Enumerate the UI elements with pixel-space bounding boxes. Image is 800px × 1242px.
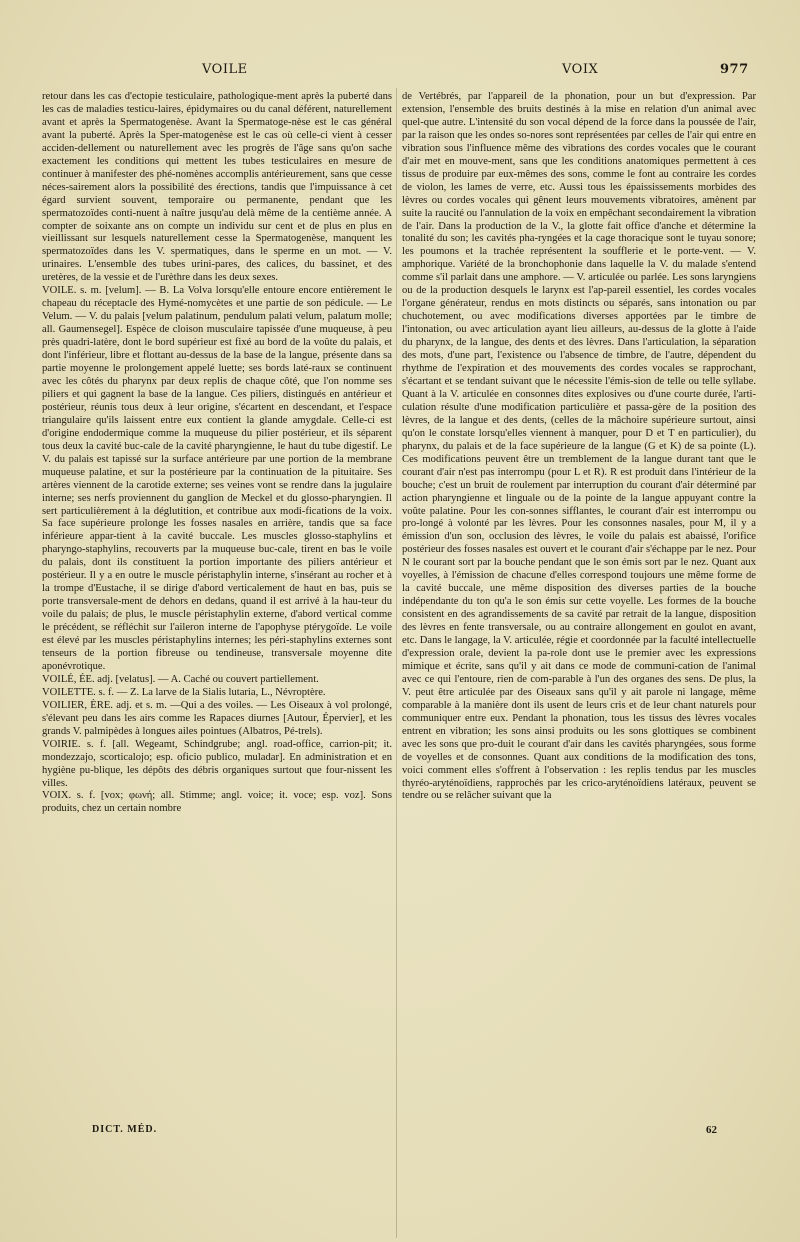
page-number: 977	[720, 62, 749, 77]
right-column	[402, 91, 756, 803]
entry-voix-continued: de Vertébrés, par l'appareil de la phonation, pour un but d'expression. Par extension, l'ensemble des bruits destinés à la mise en relation d'un animal avec quel-que autre. L'intensité du son vocal dépend de la force dans la poussée de l'air, par la raison que les ondes so-nores sont représentées par celles de l'air qui entre en vibration sous l'influence même des vibrations des cordes vocales que le courant d'air met en mouve-ment, sans que les conditions anatomiques permettent à ces tissus de produire par eux-mêmes des sons, comme le font au contraire les cordes de violon, les lames de verre, etc. Aussi tous les épaississements morbides des lèvres ou cordes vocales qui gênent leurs mouvements vibratoires, amènent par suite la raucité ou l'annulation de la voix en empêchant secondairement la vibration de l'air. Dans la production de la V., la glotte fait office d'anche et détermine la tonalité du son; les cavités pha-ryngées et la cage thoracique sont le tuyau sonore; les poumons et la trachée représentent la soufflerie et le porte-vent. — V. amphorique. Variété de la bronchophonie dans laquelle la V. du malade s'entend comme s'il parlait dans une amphore. — V. articulée ou parlée. Les sons laryngiens ou de la production desquels le larynx est l'ap-pareil essentiel, les cordes vocales l'organe générateur, rendus en mots distincts ou séparés, sans intonation ou par chuchotement, ou avec modifications diverses apportées par le timbre de l'intonation, ou avec articulation ayant lieu ailleurs, au-dessus de la glotte à l'aide du pharynx, de la langue, des dents et des lèvres. Dans l'articulation, la séparation des mots, d'une part, l'existence ou l'absence de timbre, de l'autre, dépendent du rhythme de l'expiration et des mouvements des cordes vocales se rapprochant, s'écartant et se tendant suivant que le nécessite l'émis-sion de telle ou telle syllabe. Quant à la V. articulée en consonnes dites explosives ou d'une courte durée, l'arti-culation résulte d'une modification particulière et passa-gère de la position des lèvres, de la langue et des dents, (celles de la mâchoire supérieure surtout, ainsi qu'on le constate lorsqu'elles viennent à manquer, pour D et T en particulier), du pharynx, du palais et de la face supérieure de la langue (G et K) de sa pointe (L). Ces modifications peuvent être un tremblement de la langue durant tant que le courant d'air n'est pas interrompu (pour L et R). R est produit dans l'intérieur de la bouche; c'est un bruit de roulement par interruption du courant d'air déterminé par action pharyngienne et linguale ou de la pointe de la langue appuyant contre la voûte palatine. Pour les con-sonnes sifflantes, le courant d'air est interrompu ou pro-longé à volonté par les lèvres. Pour les consonnes nasales, pour M, il y a émission d'un son, occlusion des lèvres, le voile du palais est abaissé, l'orifice postérieur des fosses nasales est ouvert et le courant d'air s'échappe par le nez. Pour N le courant sort par la bouche pendant que le son émis sort par le nez. Quant aux voyelles, à l'émission de chacune d'elles correspond toujours une même forme de la cavité buccale, une même disposition des diverses parties de la bouche indépendante du ton qu'a le son émis sur cette voyelle. Les formes de la bouche consistent en des agrandissements de sa cavité par retrait de la langue, disposition des lèvres en fente transversale, ou au contraire allongement en goulot en avant, etc. Dans le langage, la V. articulée, régie et coordonnée par la faculté intellectuelle d'expression orale, devient la pa-role dont use le premier avec les expressions mimique et écrite, sans qu'il y ait dans ce mode de communi-cation de l'animal avec ce qui l'entoure, rien de com-parable à l'un des organes des sens. De plus, la V. peut être articulée par des Oiseaux sans qu'il y ait parole ni langage, même comparable à la manière dont ils usent de leurs cris et de leur chant naturels pour communiquer entre eux. Pendant la phonation, tous les tissus des lèvres vocales entrent en vibration; les sons ainsi produits ou les sons glottiques se combinent avec les sons que pro-duit le courant d'air dans les cavités pharyngées, sous forme de voyelles et de consonnes. Quant aux conditions de la modification des tons, voici comment elles s'offrent à l'observation : les replis tendus par les muscles thyréo-aryténoïdiens, rapprochés par les crico-aryténoïdiens latéraux, peuvent se tendre ou se relâcher suivant que la	[402, 91, 756, 802]
entry-voilier: VOILIER, ÈRE. adj. et s. m. —Qui a des voiles. — Les Oiseaux à vol prolongé, s'élevant peu dans les airs comme les Rapaces diurnes [Autour, Épervier], et les grands V. palmipèdes à longues ailes pointues (Albatros, Pé-trels).	[42, 699, 392, 737]
entry-voile: VOILE. s. m. [velum]. — B. La Volva lorsqu'elle entoure encore entièrement le chapeau du réceptacle des Hymé-nomycètes et une partie de son pédicule. — Le Velum. — V. du palais [velum palatinum, pendulum palati velum, palatum molle; all. Gaumensegel]. Espèce de cloison musculaire tapissée d'une muqueuse, à peu près quadri-latère, dont le bord supérieur est fixé au bord de la voûte du palais, et dont l'inférieur, libre et flottant au-dessus de la base de la langue, présente dans sa partie moyenne le prolongement appelé luette; ses bords laté-raux se continuent avec les côtés du pharynx par deux replis de chaque côté, que l'on nomme ses piliers et qui gagnent la base de la langue. Ces piliers, distingués en antérieur et postérieur, réunis tous deux à leur origine, s'écartent en descendant, et l'espace triangulaire qu'ils laissent entre eux contient la glande amygdale. Celle-ci est d'origine endodermique comme la muqueuse du pilier postérieur, et ils séparent tous deux la cavité buc-cale de la cavité pharyngienne, le haut du tube digestif. Le V. du palais est tapissé sur la surface antérieure par une portion de la membrane muqueuse palatine, et sur la postérieure par la continuation de la pituitaire. Ses artères viennent de la carotide externe; ses veines vont se rendre dans la jugulaire interne; ses nerfs proviennent du ganglion de Meckel et du glosso-pharyngien. Il sert particulièrement à la déglutition, et contribue aux modi-fications de la voix. Sa face supérieure prolonge les fosses nasales en arrière, tandis que sa face inférieure appar-tient à la cavité buccale. Les muscles glosso-staphylins et pharyngo-staphylins, recouverts par la muqueuse buc-cale, tirent en bas le voile du palais, dont ils constituent la portion importante des piliers antérieur et postérieur. Il y a en outre le muscle péristaphylin interne, s'insérant au rocher et à la trompe d'Eustache, il se dirige d'abord verticalement de haut en bas, puis se porte transversale-ment de dehors en dedans, quand il est arrivé à la hau-teur du voile du palais; de plus, le muscle péristaphylin externe, d'abord vertical comme le précédent, se réfléchit sur l'aileron interne de l'apophyse ptérygoïde. Le voile est élevé par les muscles péristaphylins internes; les péri-staphylins externes sont tenseurs de la portion fibreuse ou tendineuse, transversale moyenne dite aponévrotique.	[42, 285, 392, 672]
entry-voirie: VOIRIE. s. f. [all. Wegeamt, Schindgrube; angl. road-office, carrion-pit; it. mondezzajo, scorticalojo; esp. oficio publico, muladar]. En administration et en hygiène pu-blique, les dépôts des débris organiques surtout que four-nissent les villes.	[42, 738, 392, 789]
entry-voix: VOIX. s. f. [vox; φωνή; all. Stimme; angl. voice; it. voce; esp. voz]. Sons produits, chez un certain nombre	[42, 790, 392, 815]
left-column	[42, 91, 392, 816]
entry-voilette: VOILETTE. s. f. — Z. La larve de la Sialis lutaria, L., Névroptère.	[42, 686, 326, 698]
entry-paragraph: retour dans les cas d'ectopie testiculaire, pathologique-ment après la puberté dans les cas de maladies testicu-laires, épidymaires ou du canal déférent, naturellement avant et après la Spermatogenèse. Avant la Spermatoge-nèse est le cas général avant la puberté. Après la Sper-matogenèse est le cas où celle-ci vient à cesser acciden-dellement ou naturellement avec les progrès de l'âge sans qu'on sache exactement les conditions qui mettent les tubes testiculaires en mesure de continuer à manifester des phé-nomènes accomplis antérieurement, sans que cesse néces-sairement alors la possibilité des érections, tandis que l'impuissance à cet égard survient souvent, temporaire ou permanente, pendant que les spermatozoïdes conti-nuent à naître jusqu'au delà même de la centième année. A compter de soixante ans on compte un individu sur cent et de plus en plus en vieillissant sur lesquels naturellement cesse la Spermatogenèse, manquent les spermatozoïdes dans les V. spermatiques, dans le sperme en un mot. — V. urinaires. L'ensemble des tubes urini-pares, des calices, du bassinet, et des uretères, de la vessie et de l'urèthre dans les deux sexes.	[42, 91, 392, 284]
running-head-center: VOIX	[562, 62, 599, 77]
running-head-left: VOILE	[202, 62, 248, 77]
footer-signature-number: 62	[706, 1124, 717, 1136]
column-divider	[396, 88, 397, 1238]
footer-signature-mark: DICT. MÉD.	[92, 1124, 158, 1135]
entry-voile-ee: VOILÉ, ÉE. adj. [velatus]. — A. Caché ou couvert partiellement.	[42, 673, 319, 685]
